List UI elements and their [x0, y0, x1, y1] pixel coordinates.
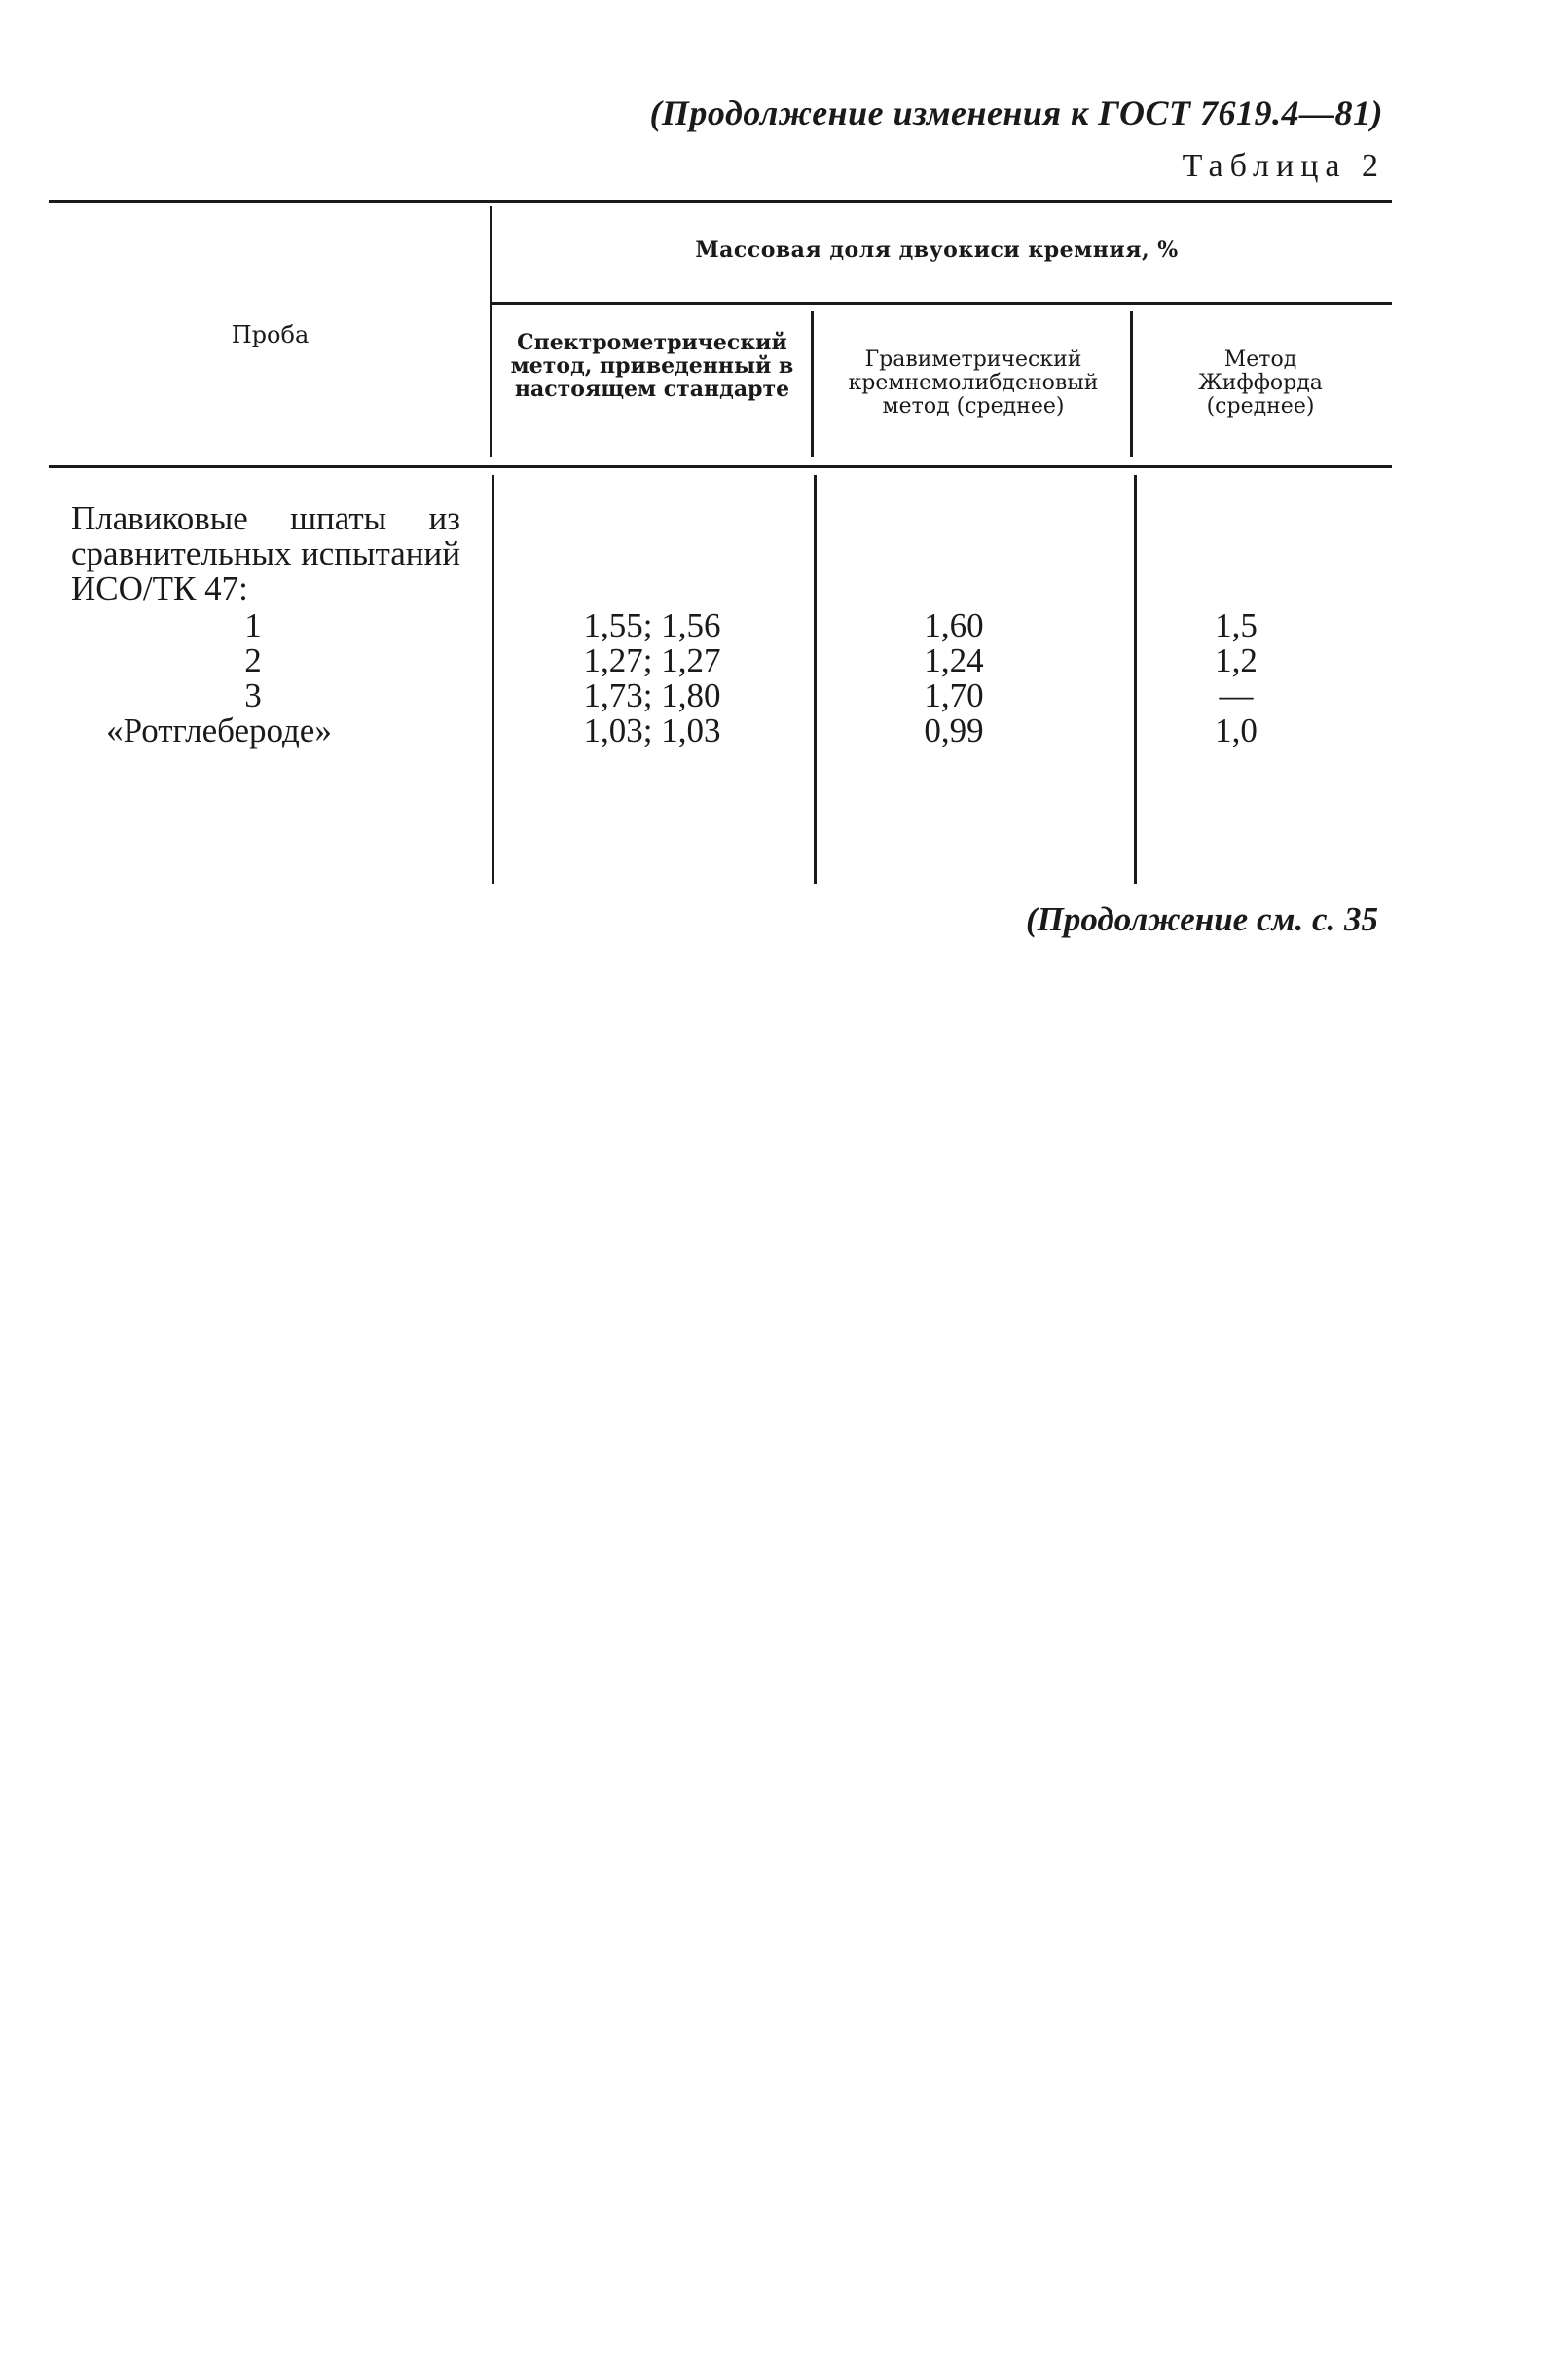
group-header-rule: [492, 302, 1392, 305]
column-divider-gravi-body: [1134, 475, 1137, 884]
column-header-gifford: Метод Жиффорда (среднее): [1198, 347, 1323, 419]
table-top-rule: [49, 200, 1392, 203]
column-header-gravi: Гравиметрический кремнемолибденовый метод (среднее): [848, 347, 1099, 419]
group-header: Массовая доля двуокиси кремния, %: [695, 237, 1179, 263]
row-label: «Ротглебероде»: [106, 711, 332, 749]
cell-spectro: 1,55; 1,56: [583, 606, 721, 644]
cell-gifford: 1,2: [1215, 641, 1258, 679]
column-divider-proba-body: [492, 475, 494, 884]
cell-spectro: 1,27; 1,27: [583, 641, 721, 679]
column-divider-spectro: [811, 311, 814, 457]
cell-gravi: 1,70: [924, 676, 984, 714]
row-label: 1: [244, 606, 262, 644]
cell-gifford: 1,0: [1215, 711, 1258, 749]
cell-spectro: 1,73; 1,80: [583, 676, 721, 714]
cell-gifford: 1,5: [1215, 606, 1258, 644]
column-divider-gravi: [1130, 311, 1133, 457]
header-bottom-rule: [49, 465, 1392, 468]
cell-gravi: 1,24: [924, 641, 984, 679]
row-label: 3: [244, 676, 262, 714]
cell-gravi: 1,60: [924, 606, 984, 644]
table-caption: Таблица 2: [1182, 148, 1385, 184]
group-label: Плавиковые шпаты из сравнительных испытаний ИСО/ТК 47:: [71, 499, 460, 607]
column-divider-spectro-body: [814, 475, 817, 884]
continuation-footer: (Продолжение см. с. 35: [1026, 900, 1378, 938]
column-header-spectro: Спектрометрический метод, приведенный в настоящем стандарте: [510, 330, 794, 402]
cell-gravi: 0,99: [924, 711, 984, 749]
continuation-header: (Продолжение изменения к ГОСТ 7619.4—81): [649, 93, 1383, 132]
cell-spectro: 1,03; 1,03: [583, 711, 721, 749]
row-label: 2: [244, 641, 262, 679]
column-header-proba: Проба: [231, 321, 310, 348]
cell-gifford: —: [1219, 676, 1254, 714]
